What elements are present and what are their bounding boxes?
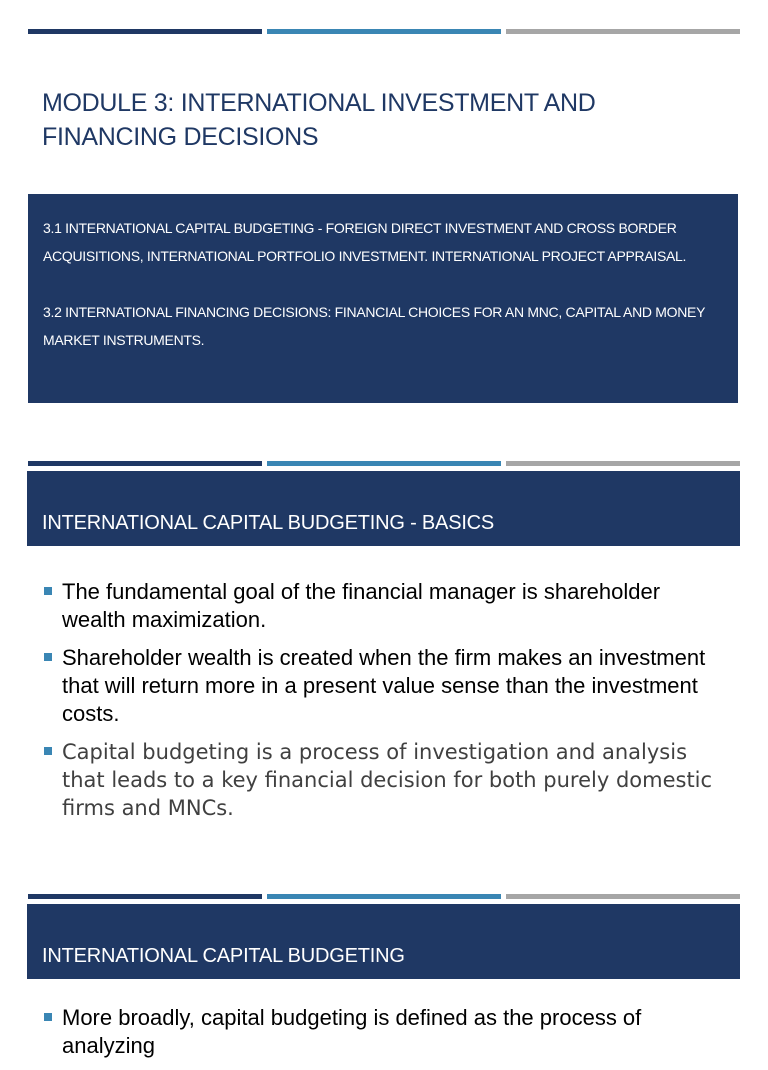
slide3-title: INTERNATIONAL CAPITAL BUDGETING — [42, 945, 405, 967]
slide2-title-band — [27, 471, 740, 546]
slide3-bullet-list — [44, 1004, 724, 1070]
slide2-title: INTERNATIONAL CAPITAL BUDGETING - BASICS — [42, 512, 495, 534]
slide1-topics-box — [28, 194, 738, 403]
slide2-bullet-list — [44, 578, 724, 832]
accent-bar-blue — [267, 29, 501, 34]
accent-bar-gray — [506, 894, 740, 899]
bullet-text: Shareholder wealth is created when the firm makes an investment that will return more in a present value sense than the investment costs. — [62, 645, 706, 726]
accent-bar-blue — [267, 894, 501, 899]
list-item — [44, 1004, 724, 1060]
slide1-title: MODULE 3: INTERNATIONAL INVESTMENT AND FINANCING DECISIONS — [42, 89, 596, 151]
list-item — [44, 578, 724, 634]
accent-bar-navy — [28, 461, 262, 466]
bullet-text: More broadly, capital budgeting is defined as the process of analyzing — [62, 1005, 642, 1058]
slide3-title-band — [27, 904, 740, 979]
bullet-square-icon — [44, 653, 52, 661]
topic-3-1: 3.1 INTERNATIONAL CAPITAL BUDGETING - FOREIGN DIRECT INVESTMENT AND CROSS BORDER ACQUISITIONS, INTERNATIONAL PORTFOLIO INVESTMENT. INTERNATIONAL PROJECT APPRAISAL. — [43, 220, 687, 264]
accent-bar-gray — [506, 461, 740, 466]
list-item — [44, 644, 724, 728]
bullet-square-icon — [44, 747, 52, 755]
accent-bar-blue — [267, 461, 501, 466]
slide3-accent-bars — [28, 894, 740, 899]
bullet-square-icon — [44, 587, 52, 595]
accent-bar-gray — [506, 29, 740, 34]
accent-bar-navy — [28, 29, 262, 34]
bullet-text: The fundamental goal of the financial manager is shareholder wealth maximization. — [62, 579, 661, 632]
bullet-square-icon — [44, 1013, 52, 1021]
slide2-accent-bars — [28, 461, 740, 466]
topic-3-2: 3.2 INTERNATIONAL FINANCING DECISIONS: FINANCIAL CHOICES FOR AN MNC, CAPITAL AND MONEY MARKET INSTRUMENTS. — [43, 304, 705, 348]
bullet-text: Capital budgeting is a process of investigation and analysis that leads to a key financial decision for both purely domestic firms and MNCs. — [62, 740, 713, 820]
accent-bar-navy — [28, 894, 262, 899]
slide1-accent-bars — [28, 29, 740, 34]
list-item — [44, 738, 724, 822]
